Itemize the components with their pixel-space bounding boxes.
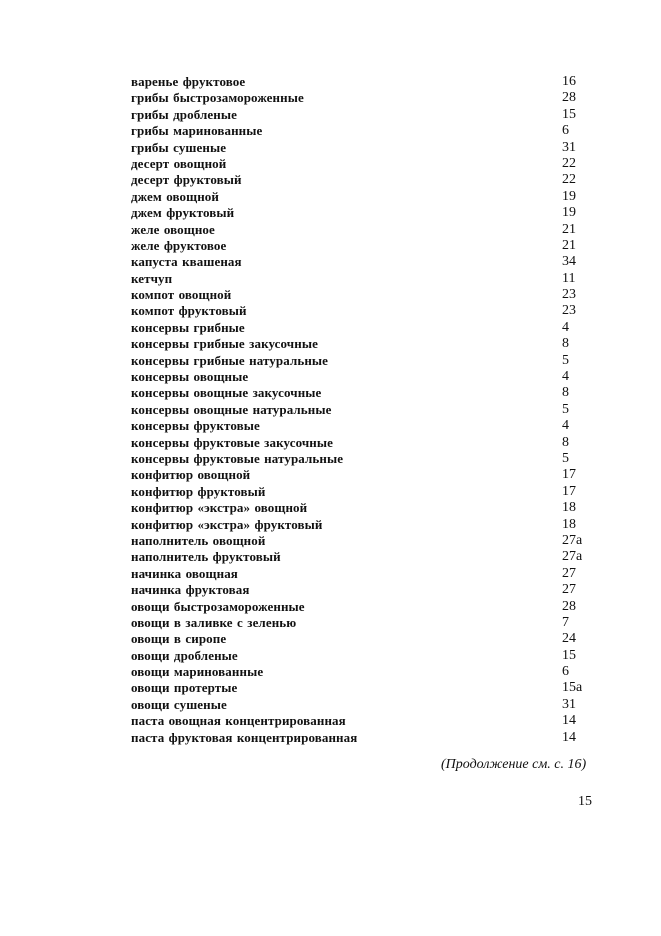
index-entry [131, 303, 591, 319]
index-page-ref: 18 [562, 500, 576, 516]
index-entry [131, 697, 591, 713]
index-term: овощи дробленые [131, 647, 238, 663]
index-entry [131, 320, 591, 336]
index-page-ref: 17 [562, 483, 576, 499]
index-page-ref: 5 [562, 401, 569, 417]
index-page-ref: 27 [562, 582, 576, 598]
index-page-ref: 22 [562, 155, 576, 171]
index-term: паста овощная концентрированная [131, 713, 346, 729]
index-entry [131, 566, 591, 582]
index-page-ref: 23 [562, 303, 576, 319]
index-entry [131, 631, 591, 647]
index-entry [131, 533, 591, 549]
index-page-ref: 31 [562, 139, 576, 155]
index-page-ref: 15а [562, 680, 583, 696]
index-term: конфитюр фруктовый [131, 483, 266, 499]
index-term: овощи протертые [131, 680, 238, 696]
index-term: конфитюр овощной [131, 467, 251, 483]
index-page-ref: 18 [562, 516, 576, 532]
index-term: консервы овощные [131, 369, 249, 385]
index-entry [131, 402, 591, 418]
index-entry [131, 353, 591, 369]
index-page-ref: 15 [562, 647, 576, 663]
index-term: овощи быстрозамороженные [131, 598, 305, 614]
index-page-ref: 21 [562, 221, 576, 237]
index-page-ref: 28 [562, 90, 576, 106]
index-entry [131, 238, 591, 254]
index-entry [131, 730, 591, 746]
index-entry [131, 189, 591, 205]
index-entry [131, 140, 591, 156]
index-list [131, 74, 591, 746]
index-entry [131, 222, 591, 238]
index-entry [131, 664, 591, 680]
index-entry [131, 156, 591, 172]
index-term: консервы грибные натуральные [131, 352, 329, 368]
index-term: джем овощной [131, 188, 219, 204]
index-page-ref: 16 [562, 74, 576, 89]
index-term: овощи маринованные [131, 664, 264, 680]
index-page-ref: 21 [562, 237, 576, 253]
index-page-ref: 31 [562, 696, 576, 712]
index-term: консервы грибные [131, 319, 245, 335]
index-term: наполнитель овощной [131, 532, 266, 548]
index-entry [131, 74, 591, 90]
index-entry [131, 615, 591, 631]
index-page-ref: 6 [562, 123, 569, 139]
index-term: начинка овощная [131, 565, 238, 581]
index-entry [131, 123, 591, 139]
index-page-ref: 17 [562, 467, 576, 483]
index-term: паста фруктовая концентрированная [131, 729, 358, 745]
index-entry [131, 467, 591, 483]
index-entry [131, 90, 591, 106]
index-entry [131, 599, 591, 615]
index-page-ref: 22 [562, 172, 576, 188]
index-entry [131, 418, 591, 434]
index-term: грибы дробленые [131, 106, 237, 122]
index-term: десерт овощной [131, 155, 227, 171]
index-entry [131, 435, 591, 451]
index-term: начинка фруктовая [131, 582, 250, 598]
index-term: овощи в заливке с зеленью [131, 614, 297, 630]
index-term: консервы фруктовые [131, 418, 260, 434]
index-page-ref: 19 [562, 188, 576, 204]
index-entry [131, 582, 591, 598]
index-term: консервы фруктовые закусочные [131, 434, 333, 450]
index-page-ref: 28 [562, 598, 576, 614]
index-page-ref: 7 [562, 614, 569, 630]
index-term: капуста квашеная [131, 254, 242, 270]
index-page-ref: 8 [562, 434, 569, 450]
index-page-ref: 4 [562, 418, 569, 434]
index-page-ref: 4 [562, 319, 569, 335]
index-entry [131, 254, 591, 270]
index-term: конфитюр «экстра» овощной [131, 500, 308, 516]
index-entry [131, 680, 591, 696]
index-entry [131, 385, 591, 401]
index-page-ref: 6 [562, 664, 569, 680]
index-entry [131, 172, 591, 188]
index-term: консервы фруктовые натуральные [131, 450, 344, 466]
index-entry [131, 287, 591, 303]
index-entry [131, 205, 591, 221]
index-page-ref: 24 [562, 631, 576, 647]
index-term: наполнитель фруктовый [131, 549, 281, 565]
index-entry [131, 451, 591, 467]
index-term: компот овощной [131, 287, 232, 303]
index-entry [131, 107, 591, 123]
index-entry [131, 369, 591, 385]
index-page-ref: 15 [562, 106, 576, 122]
index-page-ref: 11 [562, 270, 576, 286]
index-term: консервы овощные закусочные [131, 385, 322, 401]
index-term: компот фруктовый [131, 303, 247, 319]
index-term: желе овощное [131, 221, 215, 237]
index-page-ref: 4 [562, 369, 569, 385]
index-page-ref: 27а [562, 532, 583, 548]
index-entry [131, 517, 591, 533]
index-term: консервы грибные закусочные [131, 336, 318, 352]
index-page-ref: 23 [562, 287, 576, 303]
index-term: варенье фруктовое [131, 74, 246, 89]
index-page-ref: 19 [562, 205, 576, 221]
index-entry [131, 500, 591, 516]
index-page-ref: 8 [562, 385, 569, 401]
index-entry [131, 713, 591, 729]
index-term: желе фруктовое [131, 237, 227, 253]
index-page-ref: 5 [562, 352, 569, 368]
index-page-ref: 5 [562, 450, 569, 466]
index-page-ref: 8 [562, 336, 569, 352]
index-page-ref: 34 [562, 254, 576, 270]
index-term: грибы маринованные [131, 123, 263, 139]
index-term: грибы сушеные [131, 139, 227, 155]
index-entry [131, 271, 591, 287]
page-number: 15 [578, 794, 592, 809]
continuation-note: (Продолжение см. с. 16) [441, 757, 587, 772]
index-entry [131, 484, 591, 500]
index-term: джем фруктовый [131, 205, 235, 221]
index-page-ref: 14 [562, 729, 576, 745]
index-term: овощи сушеные [131, 696, 227, 712]
index-entry [131, 648, 591, 664]
index-term: конфитюр «экстра» фруктовый [131, 516, 323, 532]
index-term: овощи в сиропе [131, 631, 227, 647]
index-page-ref: 27а [562, 549, 583, 565]
index-page-ref: 14 [562, 713, 576, 729]
index-term: кетчуп [131, 270, 173, 286]
index-entry [131, 336, 591, 352]
index-entry [131, 549, 591, 565]
index-term: грибы быстрозамороженные [131, 90, 304, 106]
index-page-ref: 27 [562, 565, 576, 581]
index-term: консервы овощные натуральные [131, 401, 332, 417]
index-term: десерт фруктовый [131, 172, 242, 188]
